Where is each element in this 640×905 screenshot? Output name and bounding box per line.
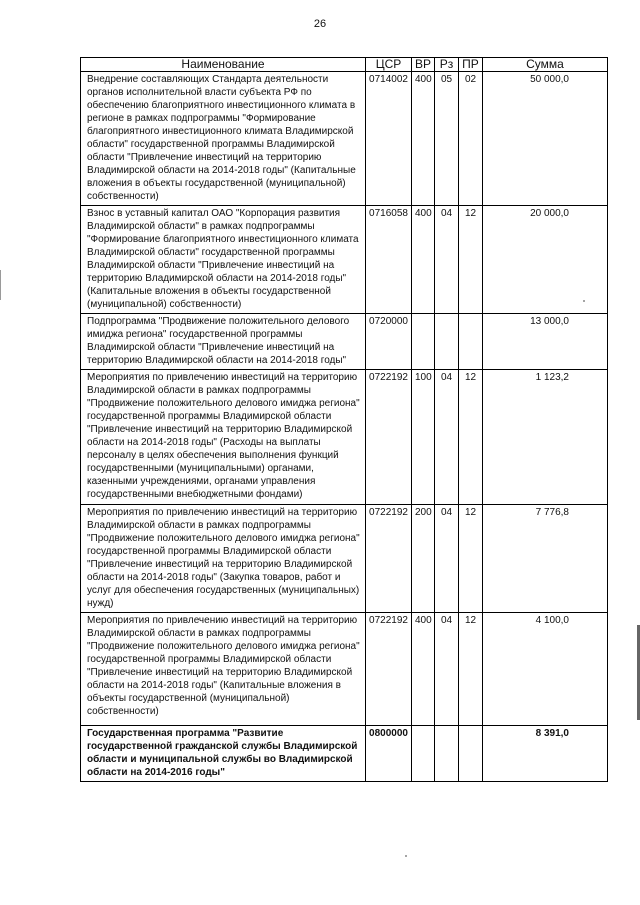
row-name: Мероприятия по привлечению инвестиций на территорию Владимирской области в рамках подпрограммы "Продвижение положительного делового имиджа региона" государственной программы Владимирской области "Привлечение инвестиций на территорию Владимирской области на 2014-2018 годы" (Капитальные вложения в объекты государственной (муниципальной) собственности): [81, 613, 366, 726]
row-csr: 0714002: [366, 72, 412, 206]
row-sum: 1 123,2: [483, 370, 608, 505]
row-csr: 0722192: [366, 505, 412, 613]
row-name: Подпрограмма "Продвижение положительного делового имиджа региона" государственной программы Владимирской области "Привлечение инвестиций на территорию Владимирской области на 2014-2018 годы": [81, 314, 366, 370]
row-csr: 0800000: [366, 726, 412, 782]
row-name: Государственная программа "Развитие государственной гражданской службы Владимирской области и муниципальной службы во Владимирской области на 2014-2016 годы": [81, 726, 366, 782]
row-name: Мероприятия по привлечению инвестиций на территорию Владимирской области в рамках подпрограммы "Продвижение положительного делового имиджа региона" государственной программы Владимирской области "Привлечение инвестиций на территорию Владимирской области на 2014-2018 годы" (Закупка товаров, работ и услуг для обеспечения государственных (муниципальных) нужд): [81, 505, 366, 613]
row-rz: 04: [435, 505, 459, 613]
row-vr: [412, 726, 435, 782]
row-csr: 0716058: [366, 206, 412, 314]
row-csr: 0720000: [366, 314, 412, 370]
row-rz: 04: [435, 613, 459, 726]
row-rz: 05: [435, 72, 459, 206]
row-rz: 04: [435, 370, 459, 505]
row-pr: [459, 726, 483, 782]
header-rz: Рз: [435, 58, 459, 72]
margin-scan-mark: [0, 270, 1, 300]
row-name: Мероприятия по привлечению инвестиций на территорию Владимирской области в рамках подпрограммы "Продвижение положительного делового имиджа региона" государственной программы Владимирской области "Привлечение инвестиций на территорию Владимирской области на 2014-2018 годы" (Расходы на выплаты персоналу в целях обеспечения выполнения функций государственными (муниципальными) органами, казенными учреждениями, органами управления государственными внебюджетными фондами): [81, 370, 366, 505]
table-row: [81, 370, 608, 505]
table-row: [81, 72, 608, 206]
row-pr: 12: [459, 206, 483, 314]
row-sum: 8 391,0: [483, 726, 608, 782]
table-row: [81, 613, 608, 726]
row-sum: 13 000,0: [483, 314, 608, 370]
row-sum: 20 000,0: [483, 206, 608, 314]
row-name: Взнос в уставный капитал ОАО "Корпорация развития Владимирской области" в рамках подпрограммы "Формирование благоприятного инвестиционного климата Владимирской области" государственной программы Владимирской области "Привлечение инвестиций на территорию Владимирской области на 2014-2018 годы" (Капитальные вложения в объекты государственной (муниципальной) собственности): [81, 206, 366, 314]
row-pr: 12: [459, 370, 483, 505]
table-row: [81, 314, 608, 370]
row-vr: 400: [412, 613, 435, 726]
budget-table: [80, 57, 608, 782]
row-rz: [435, 314, 459, 370]
row-vr: 400: [412, 206, 435, 314]
row-vr: 400: [412, 72, 435, 206]
table-row: [81, 206, 608, 314]
header-name: Наименование: [81, 58, 366, 72]
row-csr: 0722192: [366, 613, 412, 726]
row-sum: 4 100,0: [483, 613, 608, 726]
header-sum: Сумма: [483, 58, 608, 72]
row-vr: 100: [412, 370, 435, 505]
row-vr: [412, 314, 435, 370]
row-pr: [459, 314, 483, 370]
header-vr: ВР: [412, 58, 435, 72]
row-pr: 12: [459, 505, 483, 613]
page-number: 26: [313, 18, 327, 30]
table-row: [81, 726, 608, 782]
header-csr: ЦСР: [366, 58, 412, 72]
row-sum: 50 000,0: [483, 72, 608, 206]
table-row: [81, 505, 608, 613]
row-vr: 200: [412, 505, 435, 613]
row-rz: 04: [435, 206, 459, 314]
header-pr: ПР: [459, 58, 483, 72]
row-name: Внедрение составляющих Стандарта деятельности органов исполнительной власти субъекта РФ по обеспечению благоприятного инвестиционного климата в регионе в рамках подпрограммы "Формирование благоприятного инвестиционного климата Владимирской области" государственной программы Владимирской области "Привлечение инвестиций на территорию Владимирской области на 2014-2018 годы" (Капитальные вложения в объекты государственной (муниципальной) собственности): [81, 72, 366, 206]
row-pr: 02: [459, 72, 483, 206]
table-header-row: [81, 58, 608, 72]
scan-speck: [405, 855, 407, 857]
row-csr: 0722192: [366, 370, 412, 505]
row-pr: 12: [459, 613, 483, 726]
row-rz: [435, 726, 459, 782]
row-sum: 7 776,8: [483, 505, 608, 613]
